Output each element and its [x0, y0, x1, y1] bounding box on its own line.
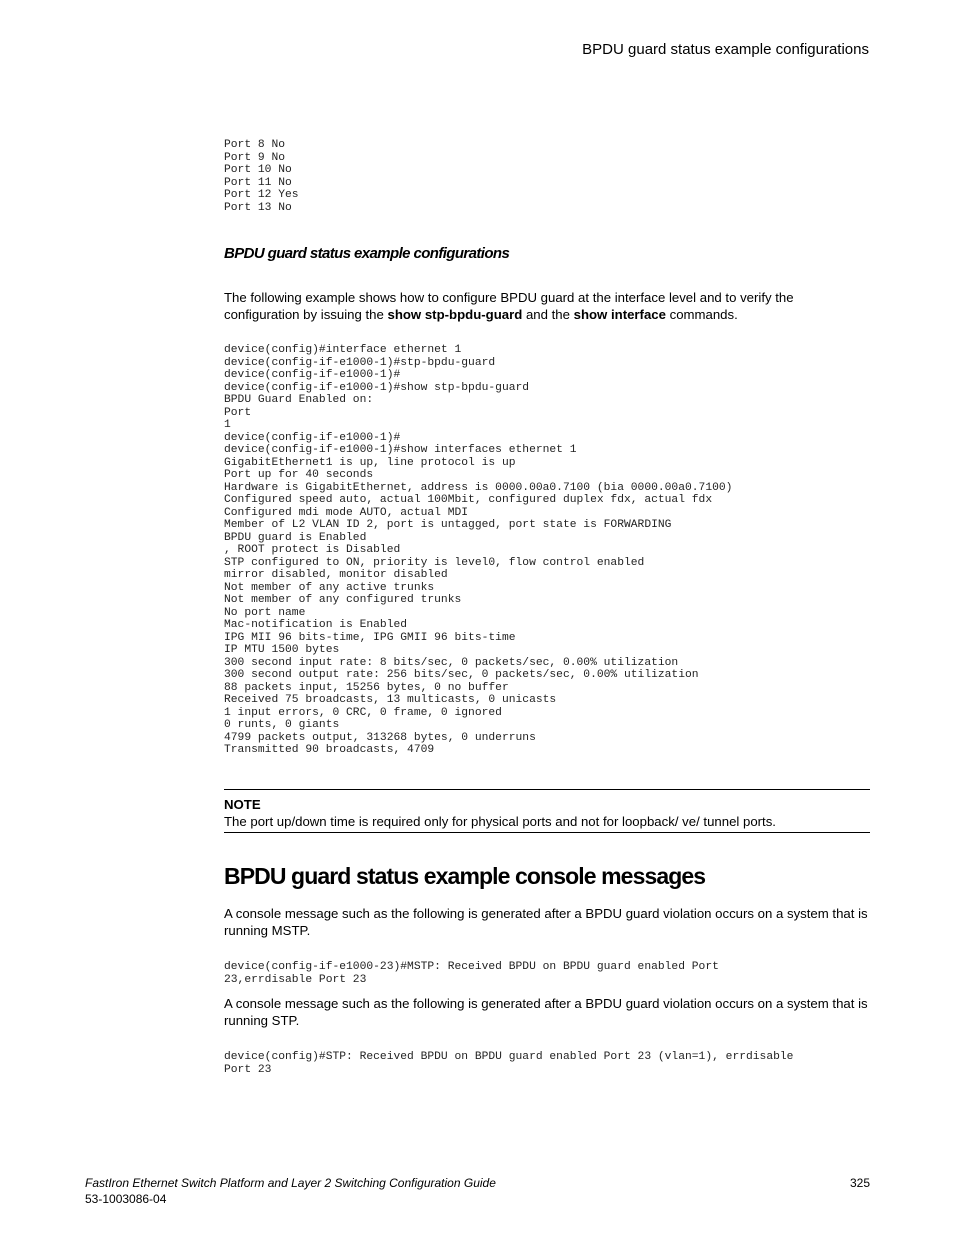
config-intro-paragraph	[224, 290, 870, 323]
stp-paragraph: A console message such as the following is generated after a BPDU guard violation occurs on a system that is running STP.	[224, 996, 868, 1028]
intro-text-3: commands.	[665, 306, 738, 322]
mstp-message-code-block: device(config-if-e1000-23)#MSTP: Received BPDU on BPDU guard enabled Port 23,errdisable Port 23	[224, 961, 719, 986]
note-text: The port up/down time is required only for physical ports and not for loopback/ ve/ tunnel ports.	[224, 813, 776, 829]
footer	[85, 1175, 496, 1207]
stp-message-code-block: device(config)#STP: Received BPDU on BPDU guard enabled Port 23 (vlan=1), errdisable Port 23	[224, 1051, 794, 1076]
config-example-code-block: device(config)#interface ethernet 1 device(config-if-e1000-1)#stp-bpdu-guard device(config-if-e1000-1)# device(config-if-e1000-1)#show stp-bpdu-guard BPDU Guard Enabled on: Port 1 device(config-if-e1000-1)# device(config-if-e1000-1)#show interfaces ethernet 1 GigabitEthernet1 is up, line protocol is up Port up for 40 seconds Hardware is GigabitEthernet, address is 0000.00a0.7100 (bia 0000.00a0.7100) Configured speed auto, actual 100Mbit, configured duplex fdx, actual fdx Configured mdi mode AUTO, actual MDI Member of L2 VLAN ID 2, port is untagged, port state is FORWARDING BPDU guard is Enabled , ROOT protect is Disabled STP configured to ON, priority is level0, flow control enabled mirror disabled, monitor disabled Not member of any active trunks Not member of any configured trunks No port name Mac-notification is Enabled IPG MII 96 bits-time, IPG GMII 96 bits-time IP MTU 1500 bytes 300 second input rate: 8 bits/sec, 0 packets/sec, 0.00% utilization 300 second output rate: 256 bits/sec, 0 packets/sec, 0.00% utilization 88 packets input, 15256 bytes, 0 no buffer Received 75 broadcasts, 13 multicasts, 0 unicasts 1 input errors, 0 CRC, 0 frame, 0 ignored 0 runts, 0 giants 4799 packets output, 313268 bytes, 0 underruns Transmitted 90 broadcasts, 4709	[224, 344, 733, 756]
footer-guide-title: FastIron Ethernet Switch Platform and Layer 2 Switching Configuration Guide	[85, 1176, 496, 1190]
intro-text-1: The following example shows how to configure BPDU guard at the interface level and to verify the configuration by issuing the	[224, 290, 794, 322]
command-show-interface: show interface	[573, 306, 666, 322]
note-box	[224, 789, 870, 833]
port-status-code-block: Port 8 No Port 9 No Port 10 No Port 11 No Port 12 Yes Port 13 No	[224, 139, 299, 214]
page-number: 325	[849, 1176, 870, 1190]
config-section-heading: BPDU guard status example configurations	[224, 245, 510, 262]
console-section-heading: BPDU guard status example console messages	[224, 863, 706, 889]
note-label: NOTE	[224, 797, 261, 812]
intro-text-2: and the	[522, 306, 574, 322]
running-header: BPDU guard status example configurations	[582, 41, 869, 58]
mstp-paragraph: A console message such as the following is generated after a BPDU guard violation occurs on a system that is running MSTP.	[224, 906, 868, 938]
command-show-stp-bpdu-guard: show stp-bpdu-guard	[387, 306, 523, 322]
footer-doc-number: 53-1003086-04	[85, 1192, 167, 1206]
